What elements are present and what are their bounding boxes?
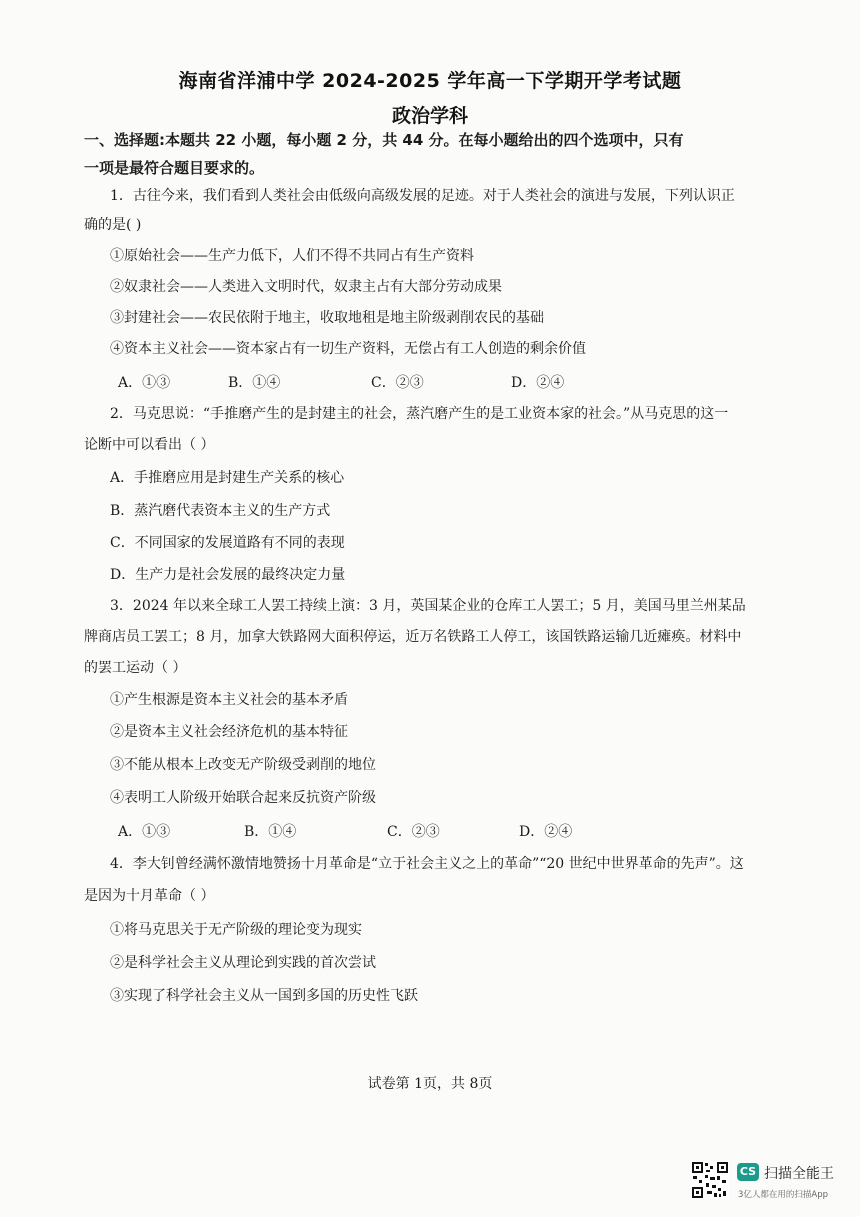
q2-option-d[interactable]: D．生产力是社会发展的最终决定力量 — [110, 567, 346, 583]
scanner-app-name: 扫描全能王 — [764, 1166, 834, 1182]
q3-item: ①产生根源是资本主义社会的基本矛盾 — [110, 692, 348, 708]
q1-stem-line1: 1．古往今来，我们看到人类社会由低级向高级发展的足迹。对于人类社会的演进与发展，下列认识正 — [110, 188, 735, 204]
q1-stem-line2: 确的是( ) — [84, 217, 142, 233]
section-heading-line2: 一项是最符合题目要求的。 — [84, 159, 265, 177]
q1-choice-d[interactable]: D．②④ — [511, 375, 565, 391]
scanner-app-slogan: 3亿人都在用的扫描App — [738, 1190, 829, 1200]
section-heading-line1: 一、选择题:本题共 22 小题，每小题 2 分，共 44 分。在每小题给出的四个选项中，只有 — [84, 131, 684, 149]
q3-choice-c[interactable]: C．②③ — [387, 824, 440, 840]
q3-choice-d[interactable]: D．②④ — [519, 824, 573, 840]
q3-stem-line3: 的罢工运动（ ） — [84, 660, 187, 676]
q1-item: ④资本主义社会——资本家占有一切生产资料，无偿占有工人创造的剩余价值 — [110, 341, 586, 357]
subject-title: 政治学科 — [391, 105, 468, 127]
q1-choice-c[interactable]: C．②③ — [371, 375, 424, 391]
q3-item: ②是资本主义社会经济危机的基本特征 — [110, 724, 348, 740]
q1-item: ①原始社会——生产力低下，人们不得不共同占有生产资料 — [110, 248, 474, 264]
q3-choice-a[interactable]: A．①③ — [118, 824, 171, 840]
camscanner-logo-icon: CS — [737, 1163, 759, 1181]
q4-item: ①将马克思关于无产阶级的理论变为现实 — [110, 922, 362, 938]
q1-item: ③封建社会——农民依附于地主，收取地租是地主阶级剥削农民的基础 — [110, 310, 544, 326]
qr-code-icon — [691, 1161, 729, 1199]
q1-choice-b[interactable]: B．①④ — [228, 375, 281, 391]
q2-option-c[interactable]: C．不同国家的发展道路有不同的表现 — [110, 535, 345, 551]
q1-item: ②奴隶社会——人类进入文明时代，奴隶主占有大部分劳动成果 — [110, 279, 502, 295]
q3-stem-line2: 牌商店员工罢工；8 月，加拿大铁路网大面积停运，近万名铁路工人停工，该国铁路运输几近瘫痪。材料中 — [84, 629, 742, 645]
q3-item: ③不能从根本上改变无产阶级受剥削的地位 — [110, 757, 376, 773]
q2-stem-line1: 2．马克思说：“手推磨产生的是封建主的社会，蒸汽磨产生的是工业资本家的社会。”从马克思的这一 — [110, 406, 729, 422]
q2-option-a[interactable]: A．手推磨应用是封建生产关系的核心 — [110, 470, 345, 486]
q4-item: ②是科学社会主义从理论到实践的首次尝试 — [110, 955, 376, 971]
q4-item: ③实现了科学社会主义从一国到多国的历史性飞跃 — [110, 988, 418, 1004]
q3-stem-line1: 3．2024 年以来全球工人罢工持续上演：3 月，英国某企业的仓库工人罢工；5 月，美国马里兰州某品 — [110, 598, 746, 614]
exam-title: 海南省洋浦中学 2024-2025 学年高一下学期开学考试题 — [178, 70, 682, 92]
q2-stem-line2: 论断中可以看出（ ） — [84, 437, 215, 453]
q4-stem-line1: 4．李大钊曾经满怀激情地赞扬十月革命是“立于社会主义之上的革命”“20 世纪中世界革命的先声”。这 — [110, 856, 744, 872]
q2-option-b[interactable]: B．蒸汽磨代表资本主义的生产方式 — [110, 503, 331, 519]
q3-item: ④表明工人阶级开始联合起来反抗资产阶级 — [110, 790, 376, 806]
q4-stem-line2: 是因为十月革命（ ） — [84, 888, 215, 904]
page-footer: 试卷第 1页，共 8页 — [367, 1076, 493, 1092]
q1-choice-a[interactable]: A．①③ — [118, 375, 171, 391]
q3-choice-b[interactable]: B．①④ — [244, 824, 297, 840]
